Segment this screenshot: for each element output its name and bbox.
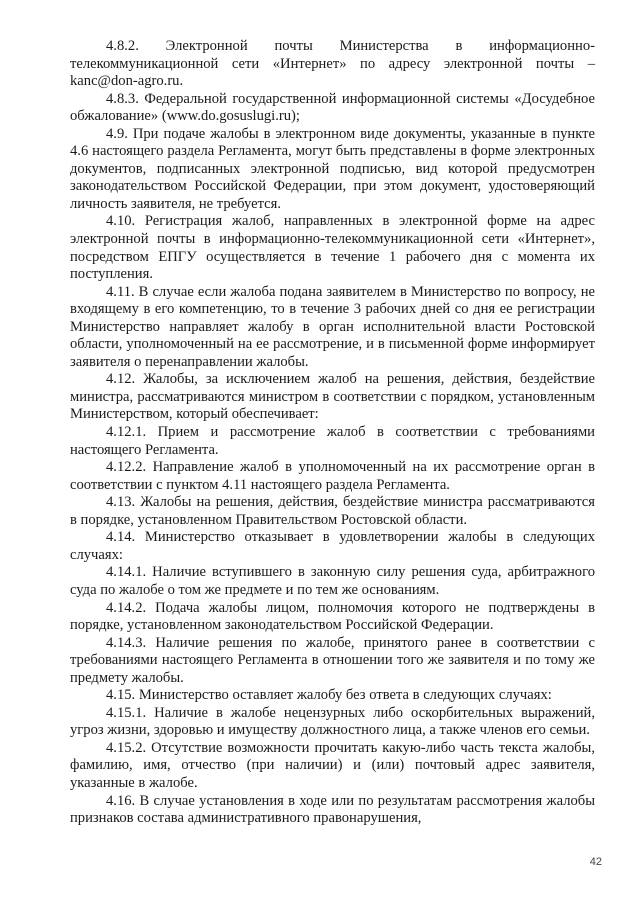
paragraph-4-8-2: 4.8.2. Электронной почты Министерства в информационно-телекоммуникационной сети «Интернет» по адресу электронной почты – kanc@don-agro.ru. (70, 38, 595, 90)
paragraph-4-15-1: 4.15.1. Наличие в жалобе нецензурных либо оскорбительных выражений, угроз жизни, здоровью и имуществу должностного лица, а также членов его семьи. (70, 704, 595, 739)
paragraph-4-14-1: 4.14.1. Наличие вступившего в законную силу решения суда, арбитражного суда по жалобе о том же предмете и по тем же основаниям. (70, 564, 595, 598)
paragraph-4-14-3: 4.14.3. Наличие решения по жалобе, принятого ранее в соответствии с требованиями настоящего Регламента в отношении того же заявителя и по тому же предмету жалобы. (70, 634, 595, 686)
paragraph-4-11: 4.11. В случае если жалоба подана заявителем в Министерство по вопросу, не входящему в его компетенцию, то в течение 3 рабочих дней со дня ее регистрации Министерство направляет жалобу в орган исполнительной власти Ростовской области, уполномоченный на ее рассмотрение, и в письменной форме информирует заявителя о перенаправлении жалобы. (70, 283, 595, 370)
paragraph-4-13: 4.13. Жалобы на решения, действия, бездействие министра рассматриваются в порядке, установленном Правительством Ростовской области. (70, 494, 595, 528)
page-number: 42 (589, 856, 602, 868)
paragraph-4-8-3: 4.8.3. Федеральной государственной информационной системы «Досудебное обжалование» (www.do.gosuslugi.ru); (70, 90, 595, 125)
paragraph-4-12: 4.12. Жалобы, за исключением жалоб на решения, действия, бездействие министра, рассматриваются министром в соответствии с порядком, установленным Министерством, который обеспечивает: (70, 371, 595, 423)
paragraph-4-14: 4.14. Министерство отказывает в удовлетворении жалобы в следующих случаях: (70, 529, 595, 563)
paragraph-4-12-2: 4.12.2. Направление жалоб в уполномоченный на их рассмотрение орган в соответствии с пунктом 4.11 настоящего раздела Регламента. (70, 459, 595, 493)
paragraph-4-12-1: 4.12.1. Прием и рассмотрение жалоб в соответствии с требованиями настоящего Регламента. (70, 424, 595, 458)
paragraph-4-14-2: 4.14.2. Подача жалобы лицом, полномочия которого не подтверждены в порядке, установленном законодательством Российской Федерации. (70, 599, 595, 634)
document-body (70, 38, 595, 828)
paragraph-4-15-2: 4.15.2. Отсутствие возможности прочитать какую-либо часть текста жалобы, фамилию, имя, отчество (при наличии) и (или) почтовый адрес заявителя, указанные в жалобе. (70, 739, 595, 791)
paragraph-4-9: 4.9. При подаче жалобы в электронном виде документы, указанные в пункте 4.6 настоящего раздела Регламента, могут быть представлены в форме электронных документов, подписанных электронной подписью, вид которой предусмотрен законодательством Российской Федерации, при этом документ, удостоверяющий личность заявителя, не требуется. (70, 125, 595, 212)
paragraph-4-10: 4.10. Регистрация жалоб, направленных в электронной форме на адрес электронной почты в информационно-телекоммуникационной сети «Интернет», посредством ЕПГУ осуществляется в течение 1 рабочего дня с момента их поступления. (70, 213, 595, 283)
paragraph-4-16: 4.16. В случае установления в ходе или по результатам рассмотрения жалобы признаков состава административного правонарушения, (70, 792, 595, 827)
paragraph-4-15: 4.15. Министерство оставляет жалобу без ответа в следующих случаях: (106, 687, 552, 704)
